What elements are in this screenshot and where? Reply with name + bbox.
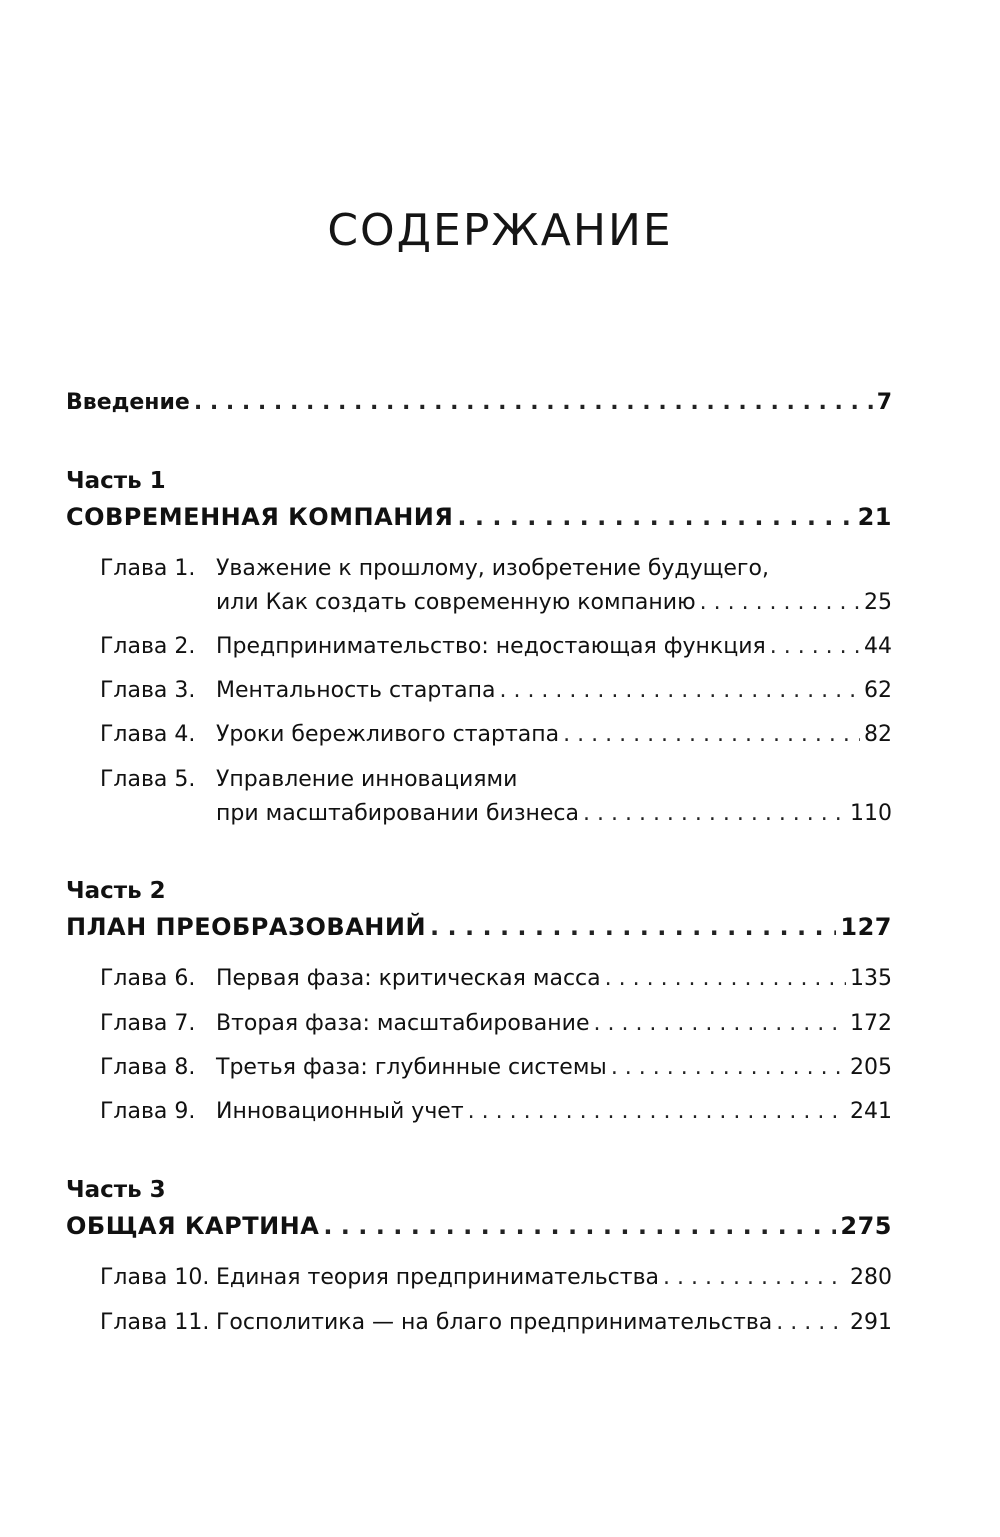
chapter-title-line2: или Как создать современную компанию bbox=[216, 590, 696, 615]
page-number: 275 bbox=[840, 1212, 892, 1240]
chapter-label: Глава 3. bbox=[100, 678, 196, 703]
page-number: 127 bbox=[840, 913, 892, 941]
part-title: СОВРЕМЕННАЯ КОМПАНИЯ bbox=[66, 503, 454, 531]
chapter-label: Глава 8. bbox=[100, 1055, 196, 1080]
page-number: 25 bbox=[864, 590, 892, 615]
leader-dots bbox=[605, 966, 846, 991]
toc-entry-intro[interactable] bbox=[66, 390, 892, 415]
part-title: ПЛАН ПРЕОБРАЗОВАНИЙ bbox=[66, 913, 427, 941]
toc-entry-chapter[interactable] bbox=[100, 1310, 892, 1335]
chapter-label: Глава 11. bbox=[100, 1310, 210, 1335]
chapter-title-line2: при масштабировании бизнеса bbox=[216, 801, 580, 826]
toc-entry-chapter[interactable] bbox=[100, 556, 892, 581]
leader-dots bbox=[700, 590, 860, 615]
chapter-label: Глава 1. bbox=[100, 556, 196, 581]
toc-entry-chapter[interactable] bbox=[100, 966, 892, 991]
page-number: 44 bbox=[864, 634, 892, 659]
page-number: 62 bbox=[864, 678, 892, 703]
leader-dots bbox=[468, 1099, 846, 1124]
chapter-title: Ментальность стартапа bbox=[216, 678, 496, 703]
leader-dots bbox=[611, 1055, 846, 1080]
toc-entry-part[interactable] bbox=[66, 503, 892, 531]
page-number: 172 bbox=[850, 1011, 892, 1036]
toc-entry-chapter[interactable] bbox=[100, 634, 892, 659]
page-number: 110 bbox=[850, 801, 892, 826]
toc-entry-chapter[interactable] bbox=[100, 1055, 892, 1080]
toc-entry-part[interactable] bbox=[66, 913, 892, 941]
leader-dots bbox=[593, 1011, 846, 1036]
entry-title: Введение bbox=[66, 390, 190, 415]
leader-dots bbox=[563, 722, 860, 747]
page-title: СОДЕРЖАНИЕ bbox=[327, 205, 673, 256]
leader-dots bbox=[583, 801, 846, 826]
chapter-title: Уроки бережливого стартапа bbox=[216, 722, 560, 747]
page-number: 82 bbox=[864, 722, 892, 747]
chapter-label: Глава 4. bbox=[100, 722, 196, 747]
page-number: 21 bbox=[857, 503, 892, 531]
chapter-label: Глава 7. bbox=[100, 1011, 196, 1036]
leader-dots bbox=[499, 678, 860, 703]
leader-dots bbox=[457, 503, 853, 531]
page-number: 291 bbox=[850, 1310, 892, 1335]
chapter-title: Вторая фаза: масштабирование bbox=[216, 1011, 590, 1036]
part-label: Часть 2 bbox=[66, 878, 166, 904]
toc-entry-part[interactable] bbox=[66, 1212, 892, 1240]
leader-dots bbox=[776, 1310, 846, 1335]
toc-entry-chapter[interactable] bbox=[100, 767, 892, 792]
chapter-label: Глава 6. bbox=[100, 966, 196, 991]
part-title: ОБЩАЯ КАРТИНА bbox=[66, 1212, 320, 1240]
page-number: 205 bbox=[850, 1055, 892, 1080]
toc-entry-chapter[interactable] bbox=[100, 1265, 892, 1290]
chapter-title: Госполитика — на благо предпринимательства bbox=[216, 1310, 773, 1335]
chapter-title-line1: Управление инновациями bbox=[216, 767, 518, 792]
page-number: 280 bbox=[850, 1265, 892, 1290]
leader-dots bbox=[663, 1265, 846, 1290]
page-number: 7 bbox=[876, 390, 892, 415]
toc-entry-chapter[interactable] bbox=[100, 722, 892, 747]
page-number: 135 bbox=[850, 966, 892, 991]
part-label: Часть 1 bbox=[66, 468, 166, 494]
toc-entry-chapter-cont[interactable] bbox=[216, 801, 892, 826]
leader-dots bbox=[194, 390, 873, 415]
page-number: 241 bbox=[850, 1099, 892, 1124]
chapter-label: Глава 9. bbox=[100, 1099, 196, 1124]
toc-entry-chapter[interactable] bbox=[100, 678, 892, 703]
part-label: Часть 3 bbox=[66, 1177, 166, 1203]
chapter-label: Глава 2. bbox=[100, 634, 196, 659]
chapter-label: Глава 10. bbox=[100, 1265, 210, 1290]
chapter-title: Единая теория предпринимательства bbox=[216, 1265, 660, 1290]
chapter-title-line1: Уважение к прошлому, изобретение будущего, bbox=[216, 556, 769, 581]
chapter-title: Третья фаза: глубинные системы bbox=[216, 1055, 607, 1080]
chapter-title: Предпринимательство: недостающая функция bbox=[216, 634, 766, 659]
leader-dots bbox=[770, 634, 860, 659]
chapter-label: Глава 5. bbox=[100, 767, 196, 792]
toc-entry-chapter[interactable] bbox=[100, 1099, 892, 1124]
chapter-title: Первая фаза: критическая масса bbox=[216, 966, 601, 991]
leader-dots bbox=[323, 1212, 836, 1240]
toc-entry-chapter-cont[interactable] bbox=[216, 590, 892, 615]
toc-entry-chapter[interactable] bbox=[100, 1011, 892, 1036]
leader-dots bbox=[430, 913, 836, 941]
chapter-title: Инновационный учет bbox=[216, 1099, 464, 1124]
